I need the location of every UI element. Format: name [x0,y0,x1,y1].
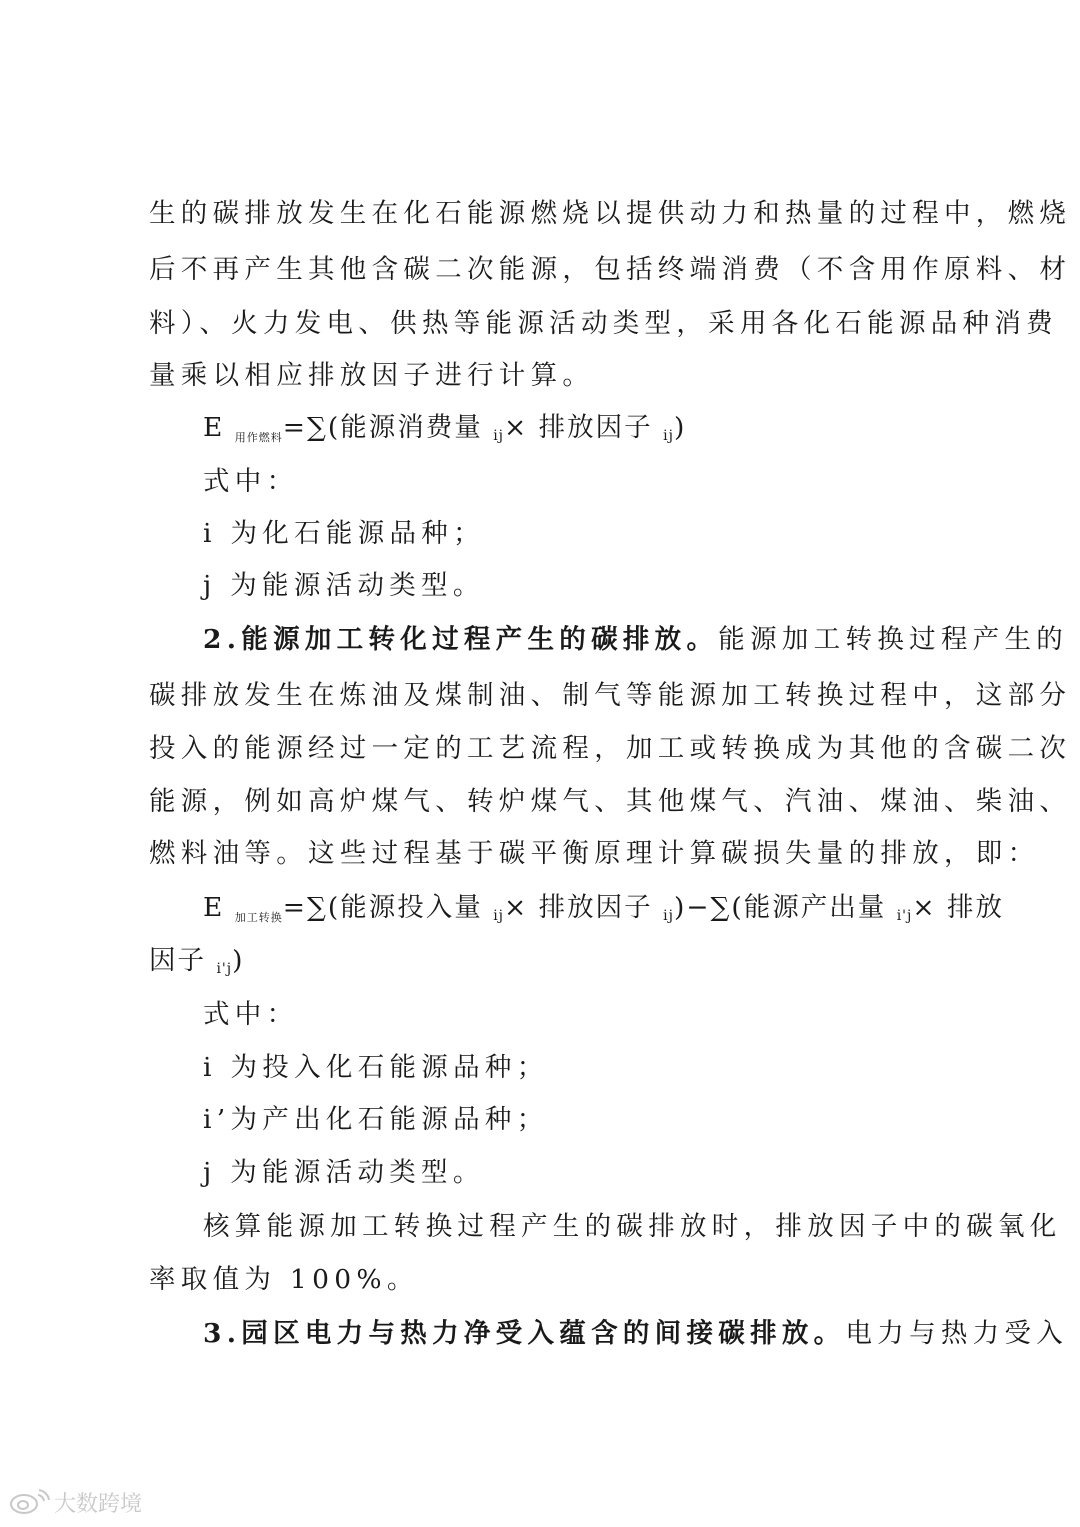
formula-processing-conversion-cont [149,941,939,989]
formula-subscript: i'j [896,908,913,924]
variable-definition: i’为产出化石能源品种； [203,1104,549,1135]
formula-symbol: E [203,412,225,443]
body-text-line: 碳排放发生在炼油及煤制油、制气等能源加工转换过程中，这部分 [149,680,1072,711]
formula-text: × 排放因子 [504,412,653,443]
body-text-line: 能源，例如高炉煤气、转炉煤气、其他煤气、汽油、煤油、柴油、 [149,786,1072,817]
formula-subscript: 用作燃料 [234,431,283,444]
variable-definition: j 为能源活动类型。 [203,1157,485,1188]
formula-text: 因子 [149,945,206,976]
formula-subscript: ij [663,428,674,444]
variable-definition: i 为投入化石能源品种； [203,1052,549,1083]
section-2-first-line [203,620,1069,660]
formula-subscript: ij [493,428,505,444]
weibo-logo-icon [8,1489,50,1515]
watermark-text: 大数跨境 [54,1491,143,1517]
variable-definition: j 为能源活动类型。 [203,570,485,601]
body-text: 能源加工转换过程产生的 [718,624,1069,655]
body-text-line: 量乘以相应排放因子进行计算。 [149,360,595,391]
body-text-line: 后不再产生其他含碳二次能源，包括终端消费（不含用作原料、材 [149,254,1072,285]
body-text-line: 燃料油等。这些过程基于碳平衡原理计算碳损失量的排放，即： [149,838,1040,869]
formula-text: ) [673,412,687,443]
formula-text: ) [232,945,245,976]
formula-text: =∑(能源投入量 [282,892,483,923]
formula-symbol: E [203,892,225,923]
formula-text: =∑(能源消费量 [282,412,483,443]
where-label: 式中： [203,466,299,497]
body-text-line: 率取值为 100%。 [149,1264,419,1295]
where-label: 式中： [203,999,299,1030]
body-text-line: 投入的能源经过一定的工艺流程，加工或转换成为其他的含碳二次 [149,733,1072,764]
formula-fuel-combustion [203,408,993,458]
formula-subscript: ij [663,908,674,924]
formula-subscript: ij [493,908,505,924]
formula-processing-conversion [203,888,1004,938]
watermark [8,1487,142,1517]
variable-definition: i 为化石能源品种； [203,518,485,549]
body-text-line: 料）、火力发电、供热等能源活动类型，采用各化石能源品种消费 [149,308,1058,339]
body-text-line: 生的碳排放发生在化石能源燃烧以提供动力和热量的过程中，燃烧 [149,198,1072,229]
body-text: 电力与热力受入 [845,1318,1069,1349]
formula-text: )−∑(能源产出量 [673,892,887,923]
formula-text: × 排放 [912,892,1004,923]
section-3-first-line [203,1314,1069,1354]
section-2-heading: 2.能源加工转化过程产生的碳排放。 [203,624,719,655]
body-text-line: 核算能源加工转换过程产生的碳排放时，排放因子中的碳氧化 [203,1211,1062,1242]
formula-text: × 排放因子 [504,892,653,923]
section-3-heading: 3.园区电力与热力净受入蕴含的间接碳排放。 [203,1318,846,1349]
formula-subscript: i'j [216,961,233,977]
formula-subscript: 加工转换 [234,911,283,924]
